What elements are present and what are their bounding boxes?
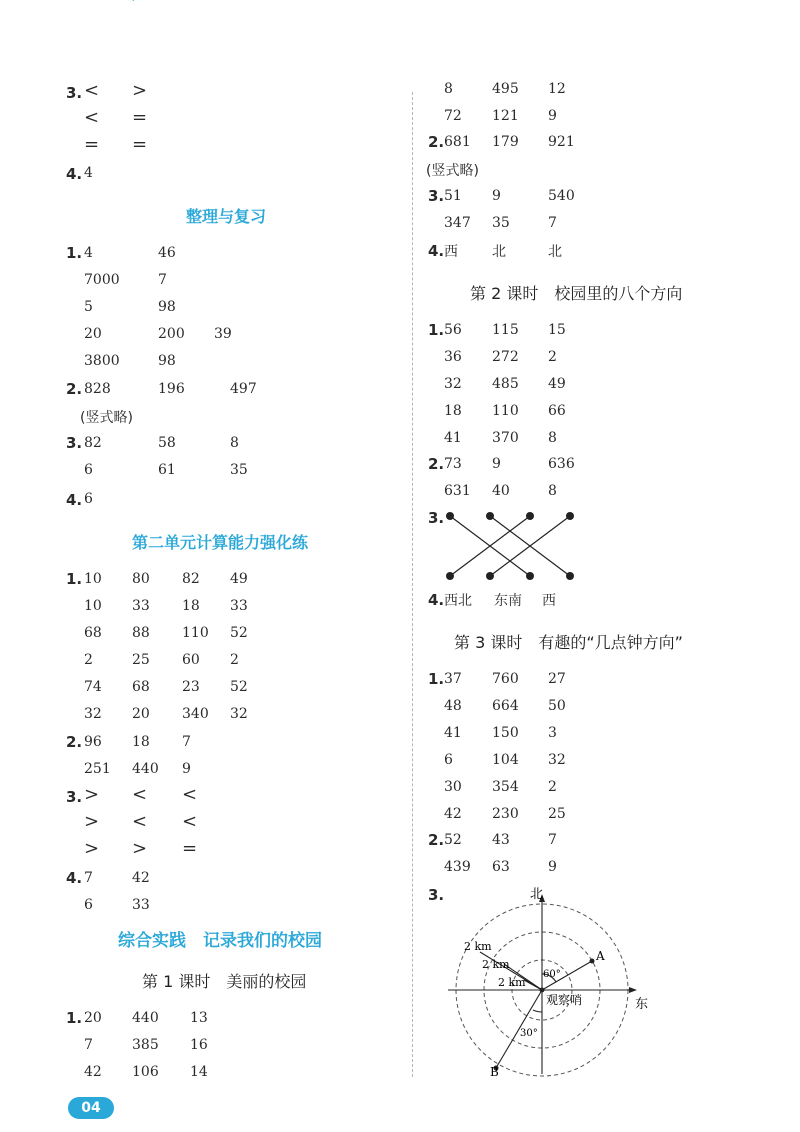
lesson1-title: 第 1 课时 美丽的校园	[142, 972, 307, 991]
answer-cell: 27	[548, 671, 566, 687]
answer-cell: 4	[84, 165, 93, 181]
answer-cell: 33	[230, 598, 248, 614]
answer-cell: 495	[492, 81, 519, 97]
match-dot	[526, 572, 534, 580]
answer-cell: 440	[132, 761, 159, 777]
answer-cell: 4	[84, 245, 93, 261]
answer-cell: 98	[158, 353, 176, 369]
answer-cell: 121	[492, 108, 519, 124]
answer-cell: 921	[548, 134, 575, 150]
answer-cell: 664	[492, 698, 519, 714]
answer-cell: =	[132, 107, 148, 128]
answer-cell: 14	[190, 1064, 208, 1080]
answer-cell: 6	[444, 752, 453, 768]
answer-cell: 48	[444, 698, 462, 714]
section-title-review: 整理与复习	[186, 207, 267, 226]
answer-cell: 9	[548, 108, 557, 124]
ring-label: 2 km	[482, 958, 510, 971]
section-title-practice: 综合实践 记录我们的校园	[118, 931, 322, 951]
answer-cell: 7	[548, 832, 557, 848]
answer-cell: 36	[444, 349, 462, 365]
answer-cell: 41	[444, 430, 462, 446]
section-title-unit2: 第二单元计算能力强化练	[132, 533, 309, 552]
direction-diagram	[440, 884, 655, 1080]
answer-cell: >	[132, 838, 148, 859]
answer-cell: 52	[230, 679, 248, 695]
q-number: 1.	[428, 670, 445, 688]
answer-cell: 82	[84, 435, 102, 451]
north-label: 北	[530, 887, 544, 902]
center-label: 观察哨	[546, 993, 583, 1007]
answer-cell: 340	[182, 706, 209, 722]
match-dot	[566, 512, 574, 520]
answer-cell: 42	[132, 870, 150, 886]
answer-cell: 110	[182, 625, 209, 641]
answer-cell: 43	[492, 832, 510, 848]
answer-cell: 20	[84, 326, 102, 342]
answer-cell: 33	[132, 897, 150, 913]
page-header	[62, 0, 205, 12]
answer-cell: =	[132, 134, 148, 155]
column-divider	[412, 92, 413, 1077]
answer-cell: <	[84, 80, 100, 101]
answer-cell: >	[84, 784, 100, 805]
answer-cell: <	[84, 107, 100, 128]
answer-cell: 8	[444, 81, 453, 97]
answer-cell: 32	[230, 706, 248, 722]
answer-cell: 20	[132, 706, 150, 722]
answer-cell: 9	[548, 859, 557, 875]
answer-cell: 68	[84, 625, 102, 641]
angle-b-label: 30°	[520, 1028, 538, 1039]
q-number: 1.	[66, 570, 83, 588]
answer-cell: 150	[492, 725, 519, 741]
q-number: 3.	[66, 434, 83, 452]
answer-cell: 41	[444, 725, 462, 741]
answer-cell: 20	[84, 1010, 102, 1026]
answer-cell: 7	[158, 272, 167, 288]
answer-cell: 58	[158, 435, 176, 451]
answer-cell: 12	[548, 81, 566, 97]
answer-cell: 7	[182, 734, 191, 750]
answer-cell: 15	[548, 322, 566, 338]
answer-cell: 6	[84, 462, 93, 478]
note-text: (竖式略)	[80, 410, 133, 426]
q-number: 4.	[66, 869, 83, 887]
answer-cell: 354	[492, 779, 519, 795]
answer-cell: 51	[444, 188, 462, 204]
answer-cell: 828	[84, 381, 111, 397]
answer-cell: >	[84, 811, 100, 832]
q-number: 2.	[428, 831, 445, 849]
ring-label: 2 km	[498, 976, 526, 989]
lesson2-title: 第 2 课时 校园里的八个方向	[470, 284, 683, 303]
answer-cell: >	[84, 838, 100, 859]
answer-cell: 439	[444, 859, 471, 875]
q-number: 3.	[66, 788, 83, 806]
answer-cell: 32	[548, 752, 566, 768]
answer-cell: 82	[182, 571, 200, 587]
answer-cell: <	[132, 784, 148, 805]
answer-cell: 13	[190, 1010, 208, 1026]
answer-cell: 2	[230, 652, 239, 668]
answer-cell: 西北	[444, 593, 472, 609]
answer-cell: 440	[132, 1010, 159, 1026]
answer-cell: 631	[444, 483, 471, 499]
q-number: 3.	[428, 187, 445, 205]
answer-cell: 60	[182, 652, 200, 668]
answer-cell: 347	[444, 215, 471, 231]
answer-cell: >	[132, 80, 148, 101]
answer-cell: 6	[84, 897, 93, 913]
answer-cell: 30	[444, 779, 462, 795]
answer-cell: 9	[182, 761, 191, 777]
q-number: 1.	[66, 244, 83, 262]
answer-cell: 18	[182, 598, 200, 614]
matching-lines-diagram	[440, 508, 580, 584]
answer-cell: 251	[84, 761, 111, 777]
answer-cell: 40	[492, 483, 510, 499]
answer-cell: 681	[444, 134, 471, 150]
point-b-label: B	[490, 1065, 499, 1079]
answer-cell: 8	[548, 483, 557, 499]
q-number: 3.	[428, 886, 445, 904]
answer-cell: <	[132, 811, 148, 832]
answer-cell: 497	[230, 381, 257, 397]
answer-cell: 61	[158, 462, 176, 478]
answer-cell: 2	[84, 652, 93, 668]
answer-cell: 37	[444, 671, 462, 687]
answer-cell: 2	[548, 779, 557, 795]
answer-cell: 49	[230, 571, 248, 587]
answer-cell: <	[182, 811, 198, 832]
q-number: 4.	[66, 491, 83, 509]
q-number: 2.	[66, 733, 83, 751]
answer-cell: 50	[548, 698, 566, 714]
answer-cell: 80	[132, 571, 150, 587]
answer-cell: 8	[548, 430, 557, 446]
answer-cell: 56	[444, 322, 462, 338]
answer-cell: 42	[444, 806, 462, 822]
answer-cell: 18	[444, 403, 462, 419]
q-number: 2.	[428, 133, 445, 151]
answer-cell: 370	[492, 430, 519, 446]
answer-cell: 46	[158, 245, 176, 261]
answer-cell: 88	[132, 625, 150, 641]
answer-cell: 西	[444, 244, 458, 260]
answer-cell: 52	[444, 832, 462, 848]
match-dot	[526, 512, 534, 520]
answer-cell: 25	[548, 806, 566, 822]
answer-cell: =	[84, 134, 100, 155]
answer-cell: 32	[444, 376, 462, 392]
answer-cell: 52	[230, 625, 248, 641]
match-dot	[566, 572, 574, 580]
answer-cell: 3	[548, 725, 557, 741]
answer-cell: 540	[548, 188, 575, 204]
q-number: 4.	[428, 591, 445, 609]
answer-cell: 73	[444, 456, 462, 472]
answer-cell: 196	[158, 381, 185, 397]
answer-cell: 200	[158, 326, 185, 342]
answer-cell: 西	[542, 593, 556, 609]
match-dot	[486, 572, 494, 580]
answer-cell: 63	[492, 859, 510, 875]
answer-cell: 104	[492, 752, 519, 768]
answer-cell: 115	[492, 322, 519, 338]
answer-cell: 9	[492, 456, 501, 472]
answer-cell: 230	[492, 806, 519, 822]
answer-cell: 北	[548, 244, 562, 260]
answer-cell: 760	[492, 671, 519, 687]
answer-cell: 636	[548, 456, 575, 472]
answer-cell: 72	[444, 108, 462, 124]
match-dot	[446, 512, 454, 520]
answer-cell: 7	[548, 215, 557, 231]
note-text: (竖式略)	[426, 163, 479, 179]
answer-cell: 68	[132, 679, 150, 695]
answer-cell: 49	[548, 376, 566, 392]
answer-cell: 8	[230, 435, 239, 451]
answer-cell: 39	[214, 326, 232, 342]
answer-cell: <	[182, 784, 198, 805]
answer-cell: 35	[230, 462, 248, 478]
answer-cell: 18	[132, 734, 150, 750]
answer-cell: 5	[84, 299, 93, 315]
q-number: 2.	[428, 455, 445, 473]
ring-label: 2 km	[464, 940, 492, 953]
answer-cell: 北	[492, 244, 506, 260]
answer-cell: 110	[492, 403, 519, 419]
match-dot	[446, 572, 454, 580]
answer-cell: =	[182, 838, 198, 859]
answer-cell: 7	[84, 870, 93, 886]
answer-cell: 485	[492, 376, 519, 392]
answer-cell: 25	[132, 652, 150, 668]
answer-cell: 23	[182, 679, 200, 695]
answer-cell: 272	[492, 349, 519, 365]
answer-cell: 7000	[84, 272, 120, 288]
answer-cell: 66	[548, 403, 566, 419]
q-number: 4.	[428, 242, 445, 260]
answer-cell: 385	[132, 1037, 159, 1053]
q-number: 3.	[428, 509, 445, 527]
answer-cell: 6	[84, 491, 93, 507]
answer-cell: 179	[492, 134, 519, 150]
answer-cell: 35	[492, 215, 510, 231]
angle-a-label: 60°	[543, 969, 561, 980]
q-number: 1.	[428, 321, 445, 339]
east-label: 东	[635, 997, 649, 1012]
q-number: 1.	[66, 1009, 83, 1027]
q-number: 2.	[66, 380, 83, 398]
page-number: 04	[68, 1097, 114, 1119]
answer-cell: 9	[492, 188, 501, 204]
answer-cell: 33	[132, 598, 150, 614]
answer-cell: 42	[84, 1064, 102, 1080]
answer-cell: 98	[158, 299, 176, 315]
point-a-label: A	[596, 949, 605, 963]
q-number: 3.	[66, 84, 83, 102]
q-number: 4.	[66, 165, 83, 183]
answer-cell: 16	[190, 1037, 208, 1053]
answer-cell: 106	[132, 1064, 159, 1080]
match-dot	[486, 512, 494, 520]
answer-cell: 96	[84, 734, 102, 750]
answer-cell: 3800	[84, 353, 120, 369]
answer-cell: 10	[84, 571, 102, 587]
answer-cell: 东南	[494, 593, 522, 609]
answer-cell: 32	[84, 706, 102, 722]
lesson3-title: 第 3 课时 有趣的“几点钟方向”	[454, 633, 683, 652]
answer-cell: 10	[84, 598, 102, 614]
answer-cell: 7	[84, 1037, 93, 1053]
answer-cell: 74	[84, 679, 102, 695]
answer-cell: 2	[548, 349, 557, 365]
